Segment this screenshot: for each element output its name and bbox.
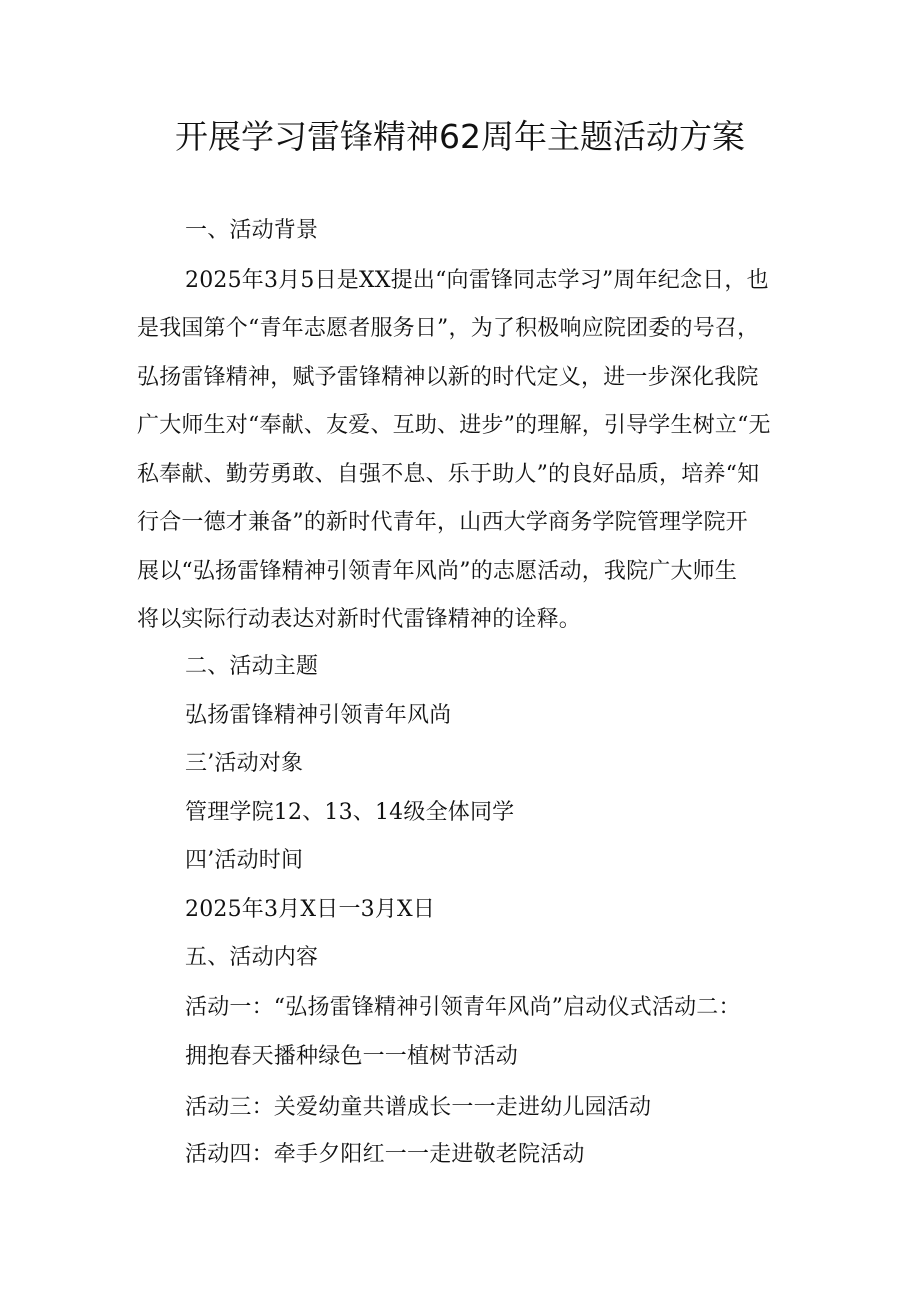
activity-line: 拥抱春天播种绿色一一植树节活动 <box>185 1044 519 1069</box>
paragraph-line: 将以实际行动表达对新时代雷锋精神的诠释。 <box>137 607 582 632</box>
section-heading-time: 四’活动时间 <box>185 848 304 873</box>
section-heading-theme: 二、活动主题 <box>185 654 319 679</box>
activity-line: 活动一：“弘扬雷锋精神引领青年风尚”启动仪式活动二： <box>185 995 741 1020</box>
paragraph-line: 行合一德才兼备”的新时代青年，山西大学商务学院管理学院开 <box>137 510 748 535</box>
paragraph-line: 展以“弘扬雷锋精神引领青年风尚”的志愿活动，我院广大师生 <box>137 559 738 584</box>
time-content: 2025年3月X日一3月X日 <box>185 897 436 922</box>
paragraph-line: 弘扬雷锋精神，赋予雷锋精神以新的时代定义，进一步深化我院 <box>137 365 759 390</box>
paragraph-line: 是我国第个“青年志愿者服务日”，为了积极响应院团委的号召， <box>137 316 760 341</box>
section-heading-background: 一、活动背景 <box>185 218 319 243</box>
activity-line: 活动三：关爱幼童共谱成长一一走进幼儿园活动 <box>185 1095 652 1120</box>
document-title: 开展学习雷锋精神62周年主题活动方案 <box>175 117 745 156</box>
activity-line: 活动四：牵手夕阳红一一走进敬老院活动 <box>185 1142 585 1167</box>
section-heading-content: 五、活动内容 <box>185 945 319 970</box>
section-heading-target: 三’活动对象 <box>185 751 304 776</box>
paragraph-line: 私奉献、勤劳勇敢、自强不息、乐于助人”的良好品质，培养“知 <box>137 462 760 487</box>
paragraph-line: 2025年3月5日是XX提出“向雷锋同志学习”周年纪念日，也 <box>185 268 769 293</box>
target-content: 管理学院12、13、14级全体同学 <box>185 800 515 825</box>
theme-content: 弘扬雷锋精神引领青年风尚 <box>185 703 452 728</box>
paragraph-line: 广大师生对“奉献、友爱、互助、进步”的理解，引导学生树立“无 <box>137 413 771 438</box>
